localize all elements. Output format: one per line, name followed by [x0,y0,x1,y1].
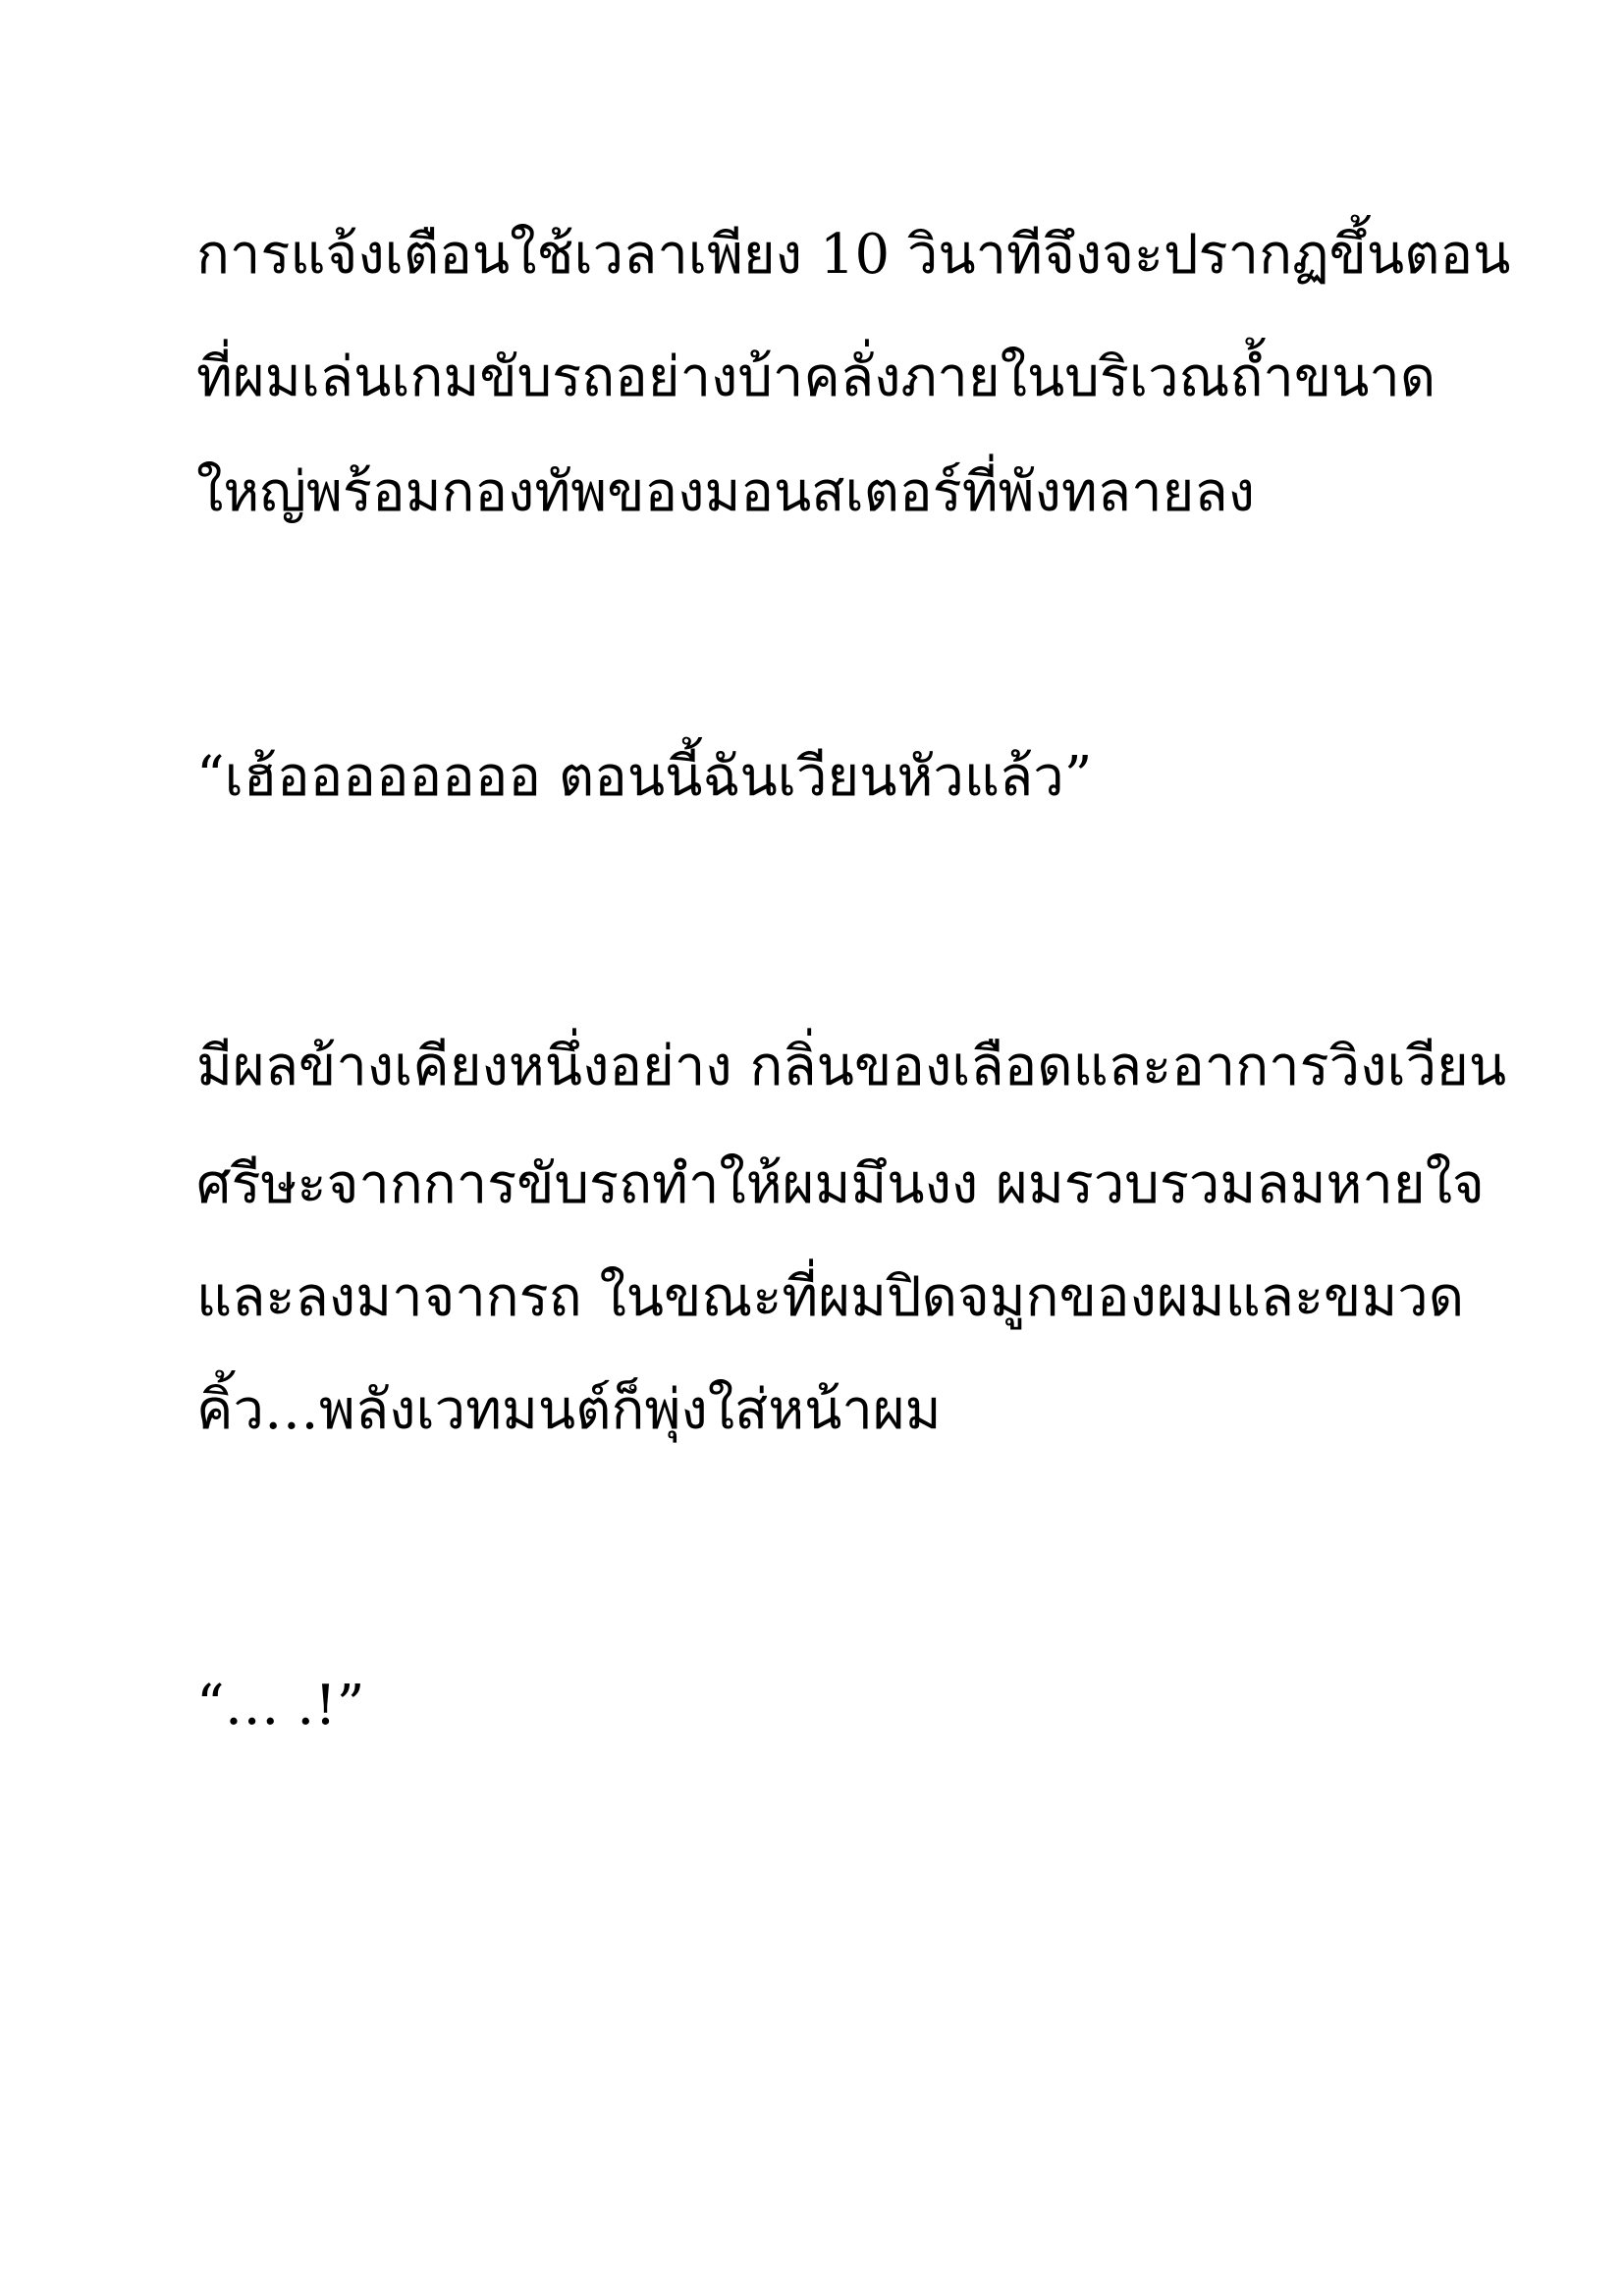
paragraph-3-line-3: และลงมาจากรถ ในขณะที่ผมปิดจมูกของผมและขมวด [196,1265,1465,1329]
paragraph-3-line-4: คิ้ว…พลังเวทมนต์ก็พุ่งใส่หน้าผม [196,1378,942,1442]
dialogue-line-2: “… .!” [196,1674,365,1737]
paragraph-3-line-2: ศรีษะจากการขับรถทำให้ผมมึนงง ผมรวบรวมลมหายใจ [196,1152,1485,1216]
paragraph-1-line-1: การแจ้งเตือนใช้เวลาเพียง 10 วินาทีจึงจะปรากฏขึ้นตอน [196,223,1511,287]
paragraph-1-line-2: ที่ผมเล่นเกมขับรถอย่างบ้าคลั่งภายในบริเวณถ้ำขนาด [196,346,1436,409]
dialogue-line-1: “เฮ้ออออออออ ตอนนี้ฉันเวียนหัวแล้ว” [196,745,1093,809]
paragraph-1-line-3: ใหญ่พร้อมกองทัพของมอนสเตอร์ที่พังทลายลง [196,460,1256,524]
paragraph-3-line-1: มีผลข้างเคียงหนึ่งอย่าง กลิ่นของเลือดและอาการวิงเวียน [196,1035,1507,1098]
